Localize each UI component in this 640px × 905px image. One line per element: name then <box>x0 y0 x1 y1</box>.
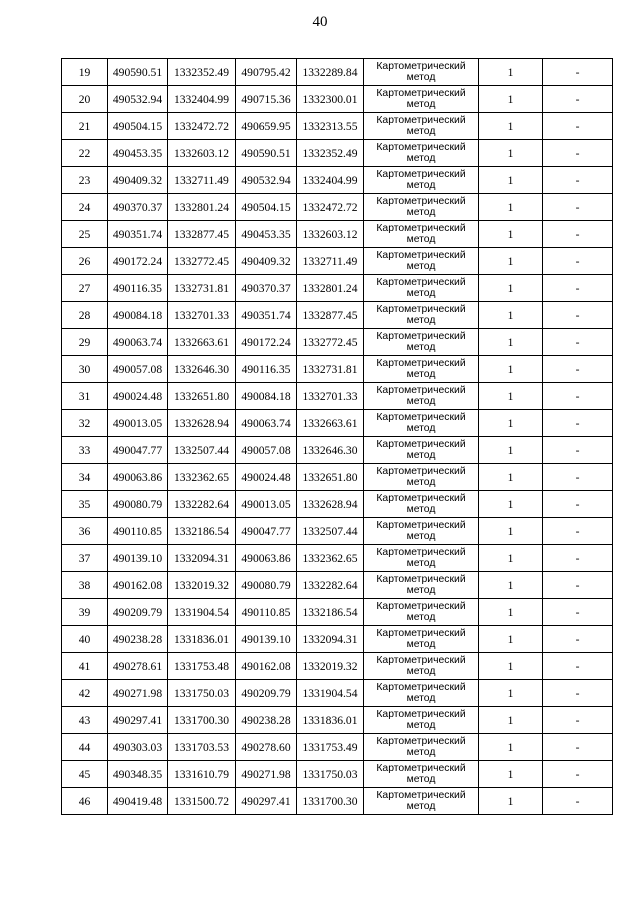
y-coordinate-cell: 1332628.94 <box>168 410 236 437</box>
y-coordinate-cell: 1332711.49 <box>168 167 236 194</box>
y-prev-coordinate-cell: 1332701.33 <box>297 383 364 410</box>
note-cell: - <box>543 383 613 410</box>
x-prev-coordinate-cell: 490532.94 <box>236 167 297 194</box>
point-number-cell: 19 <box>62 59 108 86</box>
y-coordinate-cell: 1332701.33 <box>168 302 236 329</box>
accuracy-cell: 1 <box>479 248 543 275</box>
y-coordinate-cell: 1332877.45 <box>168 221 236 248</box>
y-coordinate-cell: 1332801.24 <box>168 194 236 221</box>
note-cell: - <box>543 86 613 113</box>
x-coordinate-cell: 490162.08 <box>108 572 168 599</box>
point-number-cell: 28 <box>62 302 108 329</box>
method-text: Картометрический метод <box>376 115 466 137</box>
method-text: Картометрический метод <box>376 655 466 677</box>
x-prev-coordinate-cell: 490659.95 <box>236 113 297 140</box>
accuracy-cell: 1 <box>479 572 543 599</box>
x-coordinate-cell: 490370.37 <box>108 194 168 221</box>
method-cell <box>364 248 479 275</box>
x-prev-coordinate-cell: 490116.35 <box>236 356 297 383</box>
table-row <box>62 140 613 167</box>
method-text: Картометрический метод <box>376 169 466 191</box>
method-cell <box>364 302 479 329</box>
note-cell: - <box>543 329 613 356</box>
y-coordinate-cell: 1332507.44 <box>168 437 236 464</box>
accuracy-cell: 1 <box>479 194 543 221</box>
accuracy-cell: 1 <box>479 437 543 464</box>
point-number-cell: 22 <box>62 140 108 167</box>
y-prev-coordinate-cell: 1332628.94 <box>297 491 364 518</box>
method-cell <box>364 383 479 410</box>
table-row <box>62 572 613 599</box>
x-prev-coordinate-cell: 490057.08 <box>236 437 297 464</box>
method-text: Картометрический метод <box>376 790 466 812</box>
method-cell <box>364 761 479 788</box>
table-row <box>62 329 613 356</box>
table-row <box>62 491 613 518</box>
note-cell: - <box>543 410 613 437</box>
note-cell: - <box>543 572 613 599</box>
note-cell: - <box>543 491 613 518</box>
y-prev-coordinate-cell: 1332651.80 <box>297 464 364 491</box>
point-number-cell: 27 <box>62 275 108 302</box>
point-number-cell: 36 <box>62 518 108 545</box>
x-prev-coordinate-cell: 490047.77 <box>236 518 297 545</box>
x-prev-coordinate-cell: 490409.32 <box>236 248 297 275</box>
point-number-cell: 25 <box>62 221 108 248</box>
y-prev-coordinate-cell: 1331700.30 <box>297 788 364 815</box>
note-cell: - <box>543 788 613 815</box>
y-prev-coordinate-cell: 1331753.49 <box>297 734 364 761</box>
point-number-cell: 40 <box>62 626 108 653</box>
note-cell: - <box>543 626 613 653</box>
method-text: Картометрический метод <box>376 412 466 434</box>
accuracy-cell: 1 <box>479 599 543 626</box>
y-coordinate-cell: 1331904.54 <box>168 599 236 626</box>
accuracy-cell: 1 <box>479 383 543 410</box>
x-coordinate-cell: 490351.74 <box>108 221 168 248</box>
x-coordinate-cell: 490409.32 <box>108 167 168 194</box>
y-prev-coordinate-cell: 1332186.54 <box>297 599 364 626</box>
x-coordinate-cell: 490013.05 <box>108 410 168 437</box>
method-text: Картометрический метод <box>376 250 466 272</box>
method-text: Картометрический метод <box>376 385 466 407</box>
x-prev-coordinate-cell: 490278.60 <box>236 734 297 761</box>
y-prev-coordinate-cell: 1332711.49 <box>297 248 364 275</box>
y-coordinate-cell: 1332651.80 <box>168 383 236 410</box>
point-number-cell: 39 <box>62 599 108 626</box>
x-prev-coordinate-cell: 490024.48 <box>236 464 297 491</box>
x-prev-coordinate-cell: 490139.10 <box>236 626 297 653</box>
page-number: 40 <box>312 14 328 30</box>
point-number-cell: 23 <box>62 167 108 194</box>
x-coordinate-cell: 490278.61 <box>108 653 168 680</box>
x-coordinate-cell: 490024.48 <box>108 383 168 410</box>
table-row <box>62 86 613 113</box>
note-cell: - <box>543 707 613 734</box>
y-coordinate-cell: 1332094.31 <box>168 545 236 572</box>
note-cell: - <box>543 248 613 275</box>
table-row <box>62 599 613 626</box>
y-prev-coordinate-cell: 1332731.81 <box>297 356 364 383</box>
method-cell <box>364 707 479 734</box>
accuracy-cell: 1 <box>479 545 543 572</box>
x-prev-coordinate-cell: 490063.86 <box>236 545 297 572</box>
table-row <box>62 194 613 221</box>
table-row <box>62 248 613 275</box>
note-cell: - <box>543 518 613 545</box>
x-coordinate-cell: 490590.51 <box>108 59 168 86</box>
method-cell <box>364 59 479 86</box>
point-number-cell: 37 <box>62 545 108 572</box>
y-coordinate-cell: 1332404.99 <box>168 86 236 113</box>
table-row <box>62 653 613 680</box>
note-cell: - <box>543 653 613 680</box>
method-text: Картометрический метод <box>376 520 466 542</box>
x-prev-coordinate-cell: 490013.05 <box>236 491 297 518</box>
point-number-cell: 24 <box>62 194 108 221</box>
x-coordinate-cell: 490116.35 <box>108 275 168 302</box>
x-coordinate-cell: 490080.79 <box>108 491 168 518</box>
accuracy-cell: 1 <box>479 626 543 653</box>
method-text: Картометрический метод <box>376 466 466 488</box>
method-cell <box>364 653 479 680</box>
accuracy-cell: 1 <box>479 59 543 86</box>
method-text: Картометрический метод <box>376 601 466 623</box>
point-number-cell: 45 <box>62 761 108 788</box>
y-coordinate-cell: 1332282.64 <box>168 491 236 518</box>
method-cell <box>364 275 479 302</box>
table-row <box>62 59 613 86</box>
method-cell <box>364 680 479 707</box>
method-cell <box>364 599 479 626</box>
x-prev-coordinate-cell: 490209.79 <box>236 680 297 707</box>
x-coordinate-cell: 490303.03 <box>108 734 168 761</box>
x-prev-coordinate-cell: 490162.08 <box>236 653 297 680</box>
accuracy-cell: 1 <box>479 734 543 761</box>
table-row <box>62 788 613 815</box>
accuracy-cell: 1 <box>479 788 543 815</box>
table-row <box>62 221 613 248</box>
y-prev-coordinate-cell: 1331904.54 <box>297 680 364 707</box>
note-cell: - <box>543 275 613 302</box>
point-number-cell: 42 <box>62 680 108 707</box>
x-prev-coordinate-cell: 490370.37 <box>236 275 297 302</box>
y-coordinate-cell: 1332663.61 <box>168 329 236 356</box>
note-cell: - <box>543 545 613 572</box>
x-prev-coordinate-cell: 490063.74 <box>236 410 297 437</box>
x-prev-coordinate-cell: 490110.85 <box>236 599 297 626</box>
y-prev-coordinate-cell: 1332289.84 <box>297 59 364 86</box>
x-prev-coordinate-cell: 490297.41 <box>236 788 297 815</box>
x-coordinate-cell: 490271.98 <box>108 680 168 707</box>
y-coordinate-cell: 1332362.65 <box>168 464 236 491</box>
y-prev-coordinate-cell: 1332603.12 <box>297 221 364 248</box>
method-text: Картометрический метод <box>376 223 466 245</box>
y-prev-coordinate-cell: 1332801.24 <box>297 275 364 302</box>
point-number-cell: 21 <box>62 113 108 140</box>
y-coordinate-cell: 1332731.81 <box>168 275 236 302</box>
accuracy-cell: 1 <box>479 680 543 707</box>
accuracy-cell: 1 <box>479 464 543 491</box>
note-cell: - <box>543 356 613 383</box>
method-cell <box>364 626 479 653</box>
table-row <box>62 167 613 194</box>
method-text: Картометрический метод <box>376 682 466 704</box>
method-text: Картометрический метод <box>376 628 466 650</box>
y-prev-coordinate-cell: 1332507.44 <box>297 518 364 545</box>
point-number-cell: 33 <box>62 437 108 464</box>
x-prev-coordinate-cell: 490080.79 <box>236 572 297 599</box>
y-prev-coordinate-cell: 1332094.31 <box>297 626 364 653</box>
y-coordinate-cell: 1332603.12 <box>168 140 236 167</box>
method-text: Картометрический метод <box>376 493 466 515</box>
method-cell <box>364 518 479 545</box>
point-number-cell: 43 <box>62 707 108 734</box>
point-number-cell: 44 <box>62 734 108 761</box>
accuracy-cell: 1 <box>479 86 543 113</box>
x-coordinate-cell: 490238.28 <box>108 626 168 653</box>
accuracy-cell: 1 <box>479 356 543 383</box>
y-prev-coordinate-cell: 1332282.64 <box>297 572 364 599</box>
y-coordinate-cell: 1332186.54 <box>168 518 236 545</box>
x-prev-coordinate-cell: 490795.42 <box>236 59 297 86</box>
accuracy-cell: 1 <box>479 221 543 248</box>
y-coordinate-cell: 1331836.01 <box>168 626 236 653</box>
method-text: Картометрический метод <box>376 196 466 218</box>
table-row <box>62 761 613 788</box>
y-prev-coordinate-cell: 1332877.45 <box>297 302 364 329</box>
method-cell <box>364 788 479 815</box>
y-coordinate-cell: 1331700.30 <box>168 707 236 734</box>
y-prev-coordinate-cell: 1332663.61 <box>297 410 364 437</box>
method-text: Картометрический метод <box>376 439 466 461</box>
accuracy-cell: 1 <box>479 491 543 518</box>
point-number-cell: 31 <box>62 383 108 410</box>
table-row <box>62 275 613 302</box>
x-prev-coordinate-cell: 490172.24 <box>236 329 297 356</box>
y-prev-coordinate-cell: 1332313.55 <box>297 113 364 140</box>
accuracy-cell: 1 <box>479 653 543 680</box>
y-coordinate-cell: 1331753.48 <box>168 653 236 680</box>
point-number-cell: 20 <box>62 86 108 113</box>
note-cell: - <box>543 167 613 194</box>
y-coordinate-cell: 1331500.72 <box>168 788 236 815</box>
x-coordinate-cell: 490047.77 <box>108 437 168 464</box>
point-number-cell: 41 <box>62 653 108 680</box>
method-cell <box>364 410 479 437</box>
accuracy-cell: 1 <box>479 167 543 194</box>
y-coordinate-cell: 1332472.72 <box>168 113 236 140</box>
table-row <box>62 734 613 761</box>
x-coordinate-cell: 490110.85 <box>108 518 168 545</box>
x-coordinate-cell: 490348.35 <box>108 761 168 788</box>
method-cell <box>364 734 479 761</box>
table-row <box>62 356 613 383</box>
note-cell: - <box>543 734 613 761</box>
x-coordinate-cell: 490297.41 <box>108 707 168 734</box>
table-row <box>62 464 613 491</box>
y-prev-coordinate-cell: 1332404.99 <box>297 167 364 194</box>
y-prev-coordinate-cell: 1331836.01 <box>297 707 364 734</box>
point-number-cell: 32 <box>62 410 108 437</box>
accuracy-cell: 1 <box>479 761 543 788</box>
method-cell <box>364 194 479 221</box>
x-coordinate-cell: 490532.94 <box>108 86 168 113</box>
accuracy-cell: 1 <box>479 410 543 437</box>
method-cell <box>364 221 479 248</box>
method-text: Картометрический метод <box>376 763 466 785</box>
x-prev-coordinate-cell: 490504.15 <box>236 194 297 221</box>
method-cell <box>364 140 479 167</box>
method-cell <box>364 329 479 356</box>
x-prev-coordinate-cell: 490351.74 <box>236 302 297 329</box>
method-text: Картометрический метод <box>376 61 466 83</box>
x-coordinate-cell: 490063.86 <box>108 464 168 491</box>
note-cell: - <box>543 113 613 140</box>
method-cell <box>364 167 479 194</box>
accuracy-cell: 1 <box>479 140 543 167</box>
x-coordinate-cell: 490139.10 <box>108 545 168 572</box>
table-row <box>62 410 613 437</box>
note-cell: - <box>543 194 613 221</box>
accuracy-cell: 1 <box>479 329 543 356</box>
y-coordinate-cell: 1332646.30 <box>168 356 236 383</box>
accuracy-cell: 1 <box>479 275 543 302</box>
x-coordinate-cell: 490084.18 <box>108 302 168 329</box>
method-text: Картометрический метод <box>376 547 466 569</box>
x-coordinate-cell: 490172.24 <box>108 248 168 275</box>
table-row <box>62 302 613 329</box>
x-coordinate-cell: 490453.35 <box>108 140 168 167</box>
x-coordinate-cell: 490057.08 <box>108 356 168 383</box>
method-cell <box>364 572 479 599</box>
accuracy-cell: 1 <box>479 302 543 329</box>
note-cell: - <box>543 761 613 788</box>
y-coordinate-cell: 1331703.53 <box>168 734 236 761</box>
method-text: Картометрический метод <box>376 142 466 164</box>
method-cell <box>364 86 479 113</box>
method-text: Картометрический метод <box>376 88 466 110</box>
x-prev-coordinate-cell: 490271.98 <box>236 761 297 788</box>
note-cell: - <box>543 464 613 491</box>
point-number-cell: 46 <box>62 788 108 815</box>
table-row <box>62 545 613 572</box>
note-cell: - <box>543 140 613 167</box>
table-row <box>62 383 613 410</box>
table-row <box>62 518 613 545</box>
x-coordinate-cell: 490063.74 <box>108 329 168 356</box>
x-prev-coordinate-cell: 490084.18 <box>236 383 297 410</box>
method-text: Картометрический метод <box>376 331 466 353</box>
point-number-cell: 26 <box>62 248 108 275</box>
x-coordinate-cell: 490209.79 <box>108 599 168 626</box>
table-row <box>62 113 613 140</box>
point-number-cell: 34 <box>62 464 108 491</box>
y-coordinate-cell: 1331750.03 <box>168 680 236 707</box>
y-coordinate-cell: 1332772.45 <box>168 248 236 275</box>
note-cell: - <box>543 680 613 707</box>
method-cell <box>364 437 479 464</box>
x-coordinate-cell: 490419.48 <box>108 788 168 815</box>
accuracy-cell: 1 <box>479 113 543 140</box>
y-prev-coordinate-cell: 1332352.49 <box>297 140 364 167</box>
method-cell <box>364 356 479 383</box>
y-coordinate-cell: 1332352.49 <box>168 59 236 86</box>
table-body <box>62 59 613 815</box>
y-coordinate-cell: 1332019.32 <box>168 572 236 599</box>
method-text: Картометрический метод <box>376 709 466 731</box>
point-number-cell: 29 <box>62 329 108 356</box>
y-prev-coordinate-cell: 1332300.01 <box>297 86 364 113</box>
method-cell <box>364 545 479 572</box>
table-row <box>62 680 613 707</box>
note-cell: - <box>543 221 613 248</box>
note-cell: - <box>543 437 613 464</box>
table-row <box>62 707 613 734</box>
accuracy-cell: 1 <box>479 707 543 734</box>
note-cell: - <box>543 599 613 626</box>
x-coordinate-cell: 490504.15 <box>108 113 168 140</box>
y-prev-coordinate-cell: 1332646.30 <box>297 437 364 464</box>
coordinates-table <box>61 58 613 815</box>
y-prev-coordinate-cell: 1332362.65 <box>297 545 364 572</box>
method-text: Картометрический метод <box>376 358 466 380</box>
point-number-cell: 30 <box>62 356 108 383</box>
table-row <box>62 437 613 464</box>
y-prev-coordinate-cell: 1332772.45 <box>297 329 364 356</box>
y-prev-coordinate-cell: 1332472.72 <box>297 194 364 221</box>
point-number-cell: 38 <box>62 572 108 599</box>
accuracy-cell: 1 <box>479 518 543 545</box>
x-prev-coordinate-cell: 490715.36 <box>236 86 297 113</box>
method-cell <box>364 464 479 491</box>
x-prev-coordinate-cell: 490238.28 <box>236 707 297 734</box>
note-cell: - <box>543 59 613 86</box>
method-cell <box>364 113 479 140</box>
note-cell: - <box>543 302 613 329</box>
table-row <box>62 626 613 653</box>
y-coordinate-cell: 1331610.79 <box>168 761 236 788</box>
y-prev-coordinate-cell: 1332019.32 <box>297 653 364 680</box>
x-prev-coordinate-cell: 490590.51 <box>236 140 297 167</box>
method-text: Картометрический метод <box>376 574 466 596</box>
method-text: Картометрический метод <box>376 736 466 758</box>
y-prev-coordinate-cell: 1331750.03 <box>297 761 364 788</box>
x-prev-coordinate-cell: 490453.35 <box>236 221 297 248</box>
method-cell <box>364 491 479 518</box>
method-text: Картометрический метод <box>376 277 466 299</box>
point-number-cell: 35 <box>62 491 108 518</box>
method-text: Картометрический метод <box>376 304 466 326</box>
